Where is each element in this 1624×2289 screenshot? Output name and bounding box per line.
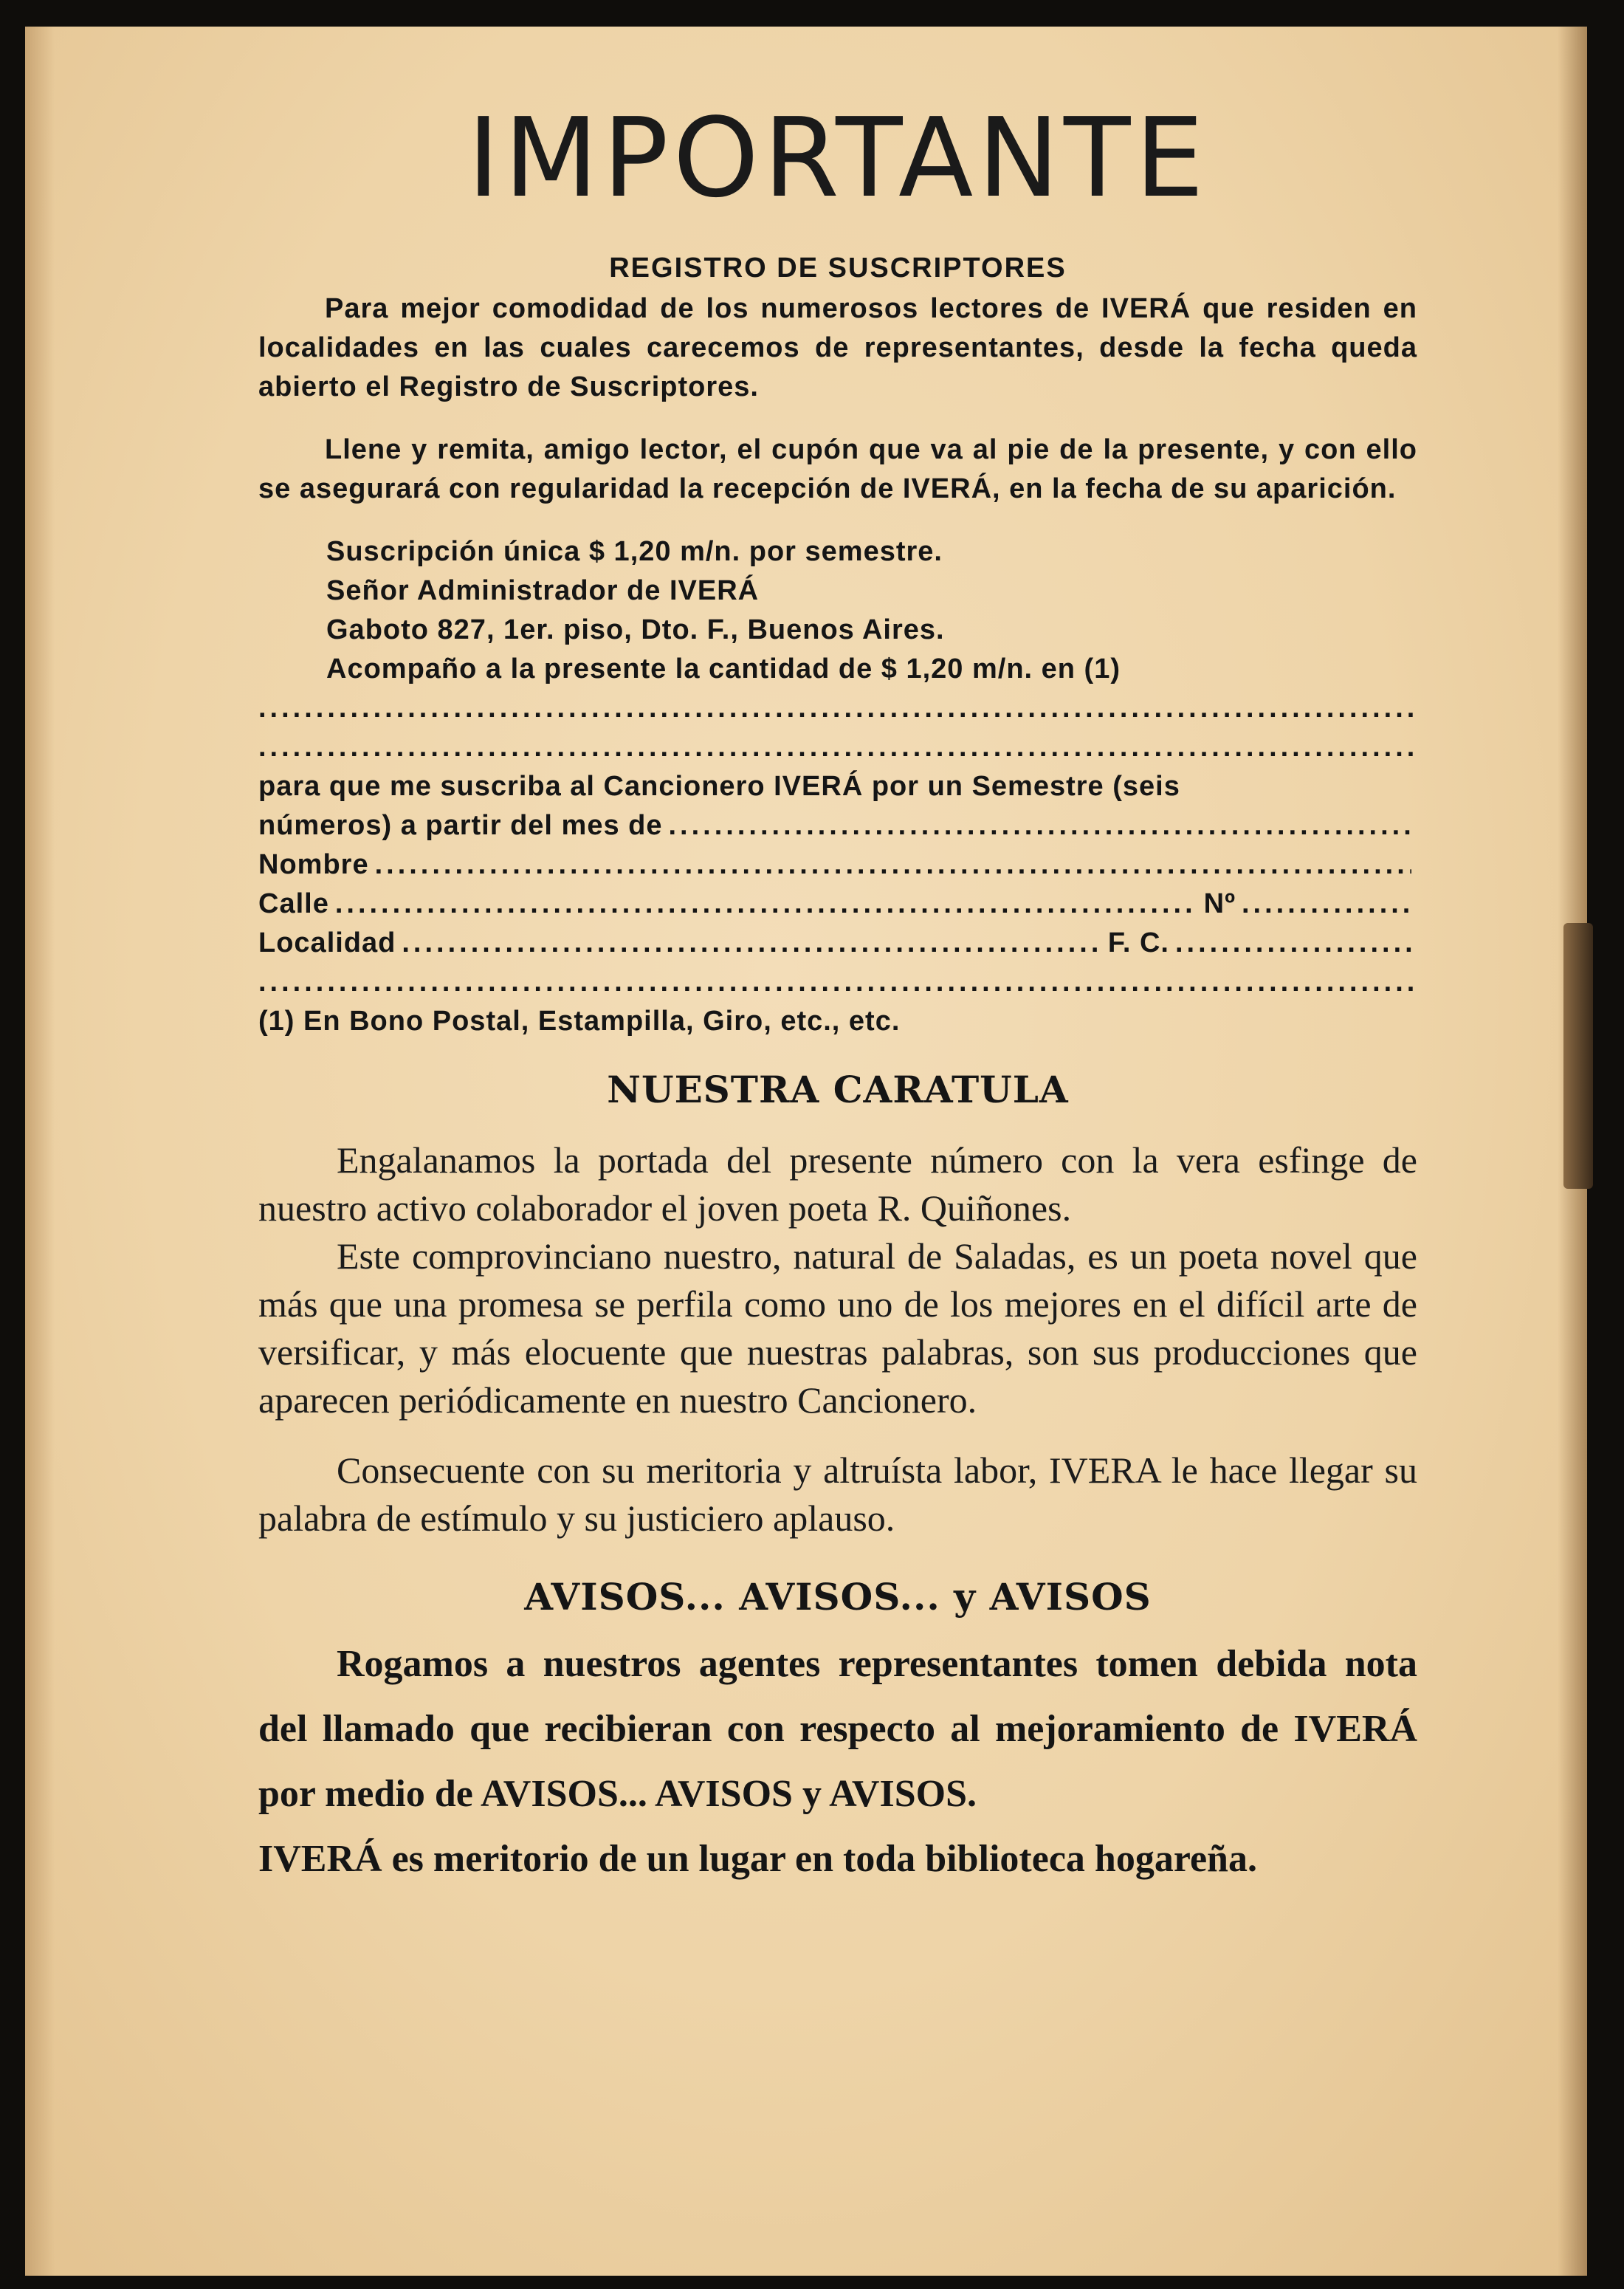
binding-tear	[1563, 923, 1593, 1189]
nombre-field[interactable]	[375, 845, 1411, 885]
coupon-blank-line-3[interactable]	[258, 963, 1417, 1002]
fc-field[interactable]	[1175, 924, 1411, 963]
localidad-line: Localidad ..... F. C. .....	[258, 924, 1417, 963]
page-content	[258, 95, 1417, 1892]
coupon-details	[326, 532, 1417, 689]
localidad-field[interactable]	[402, 924, 1102, 963]
nombre-line: Nombre .....	[258, 845, 1417, 885]
page-title: IMPORTANTE	[467, 95, 1208, 222]
caratula-heading: NUESTRA CARATULA	[607, 1068, 1069, 1111]
caratula-paragraph-2: Este comprovinciano nuestro, natural de Saladas, es un poeta novel que más que una promesa se perfila como uno de los mejores en el difícil arte de versificar, y más elocuente que nuestras palabras, son sus producciones que aparecen periódicamente en nuestro Cancionero.	[258, 1235, 1417, 1421]
avisos-section	[258, 1575, 1417, 1892]
avisos-heading: AVISOS... AVISOS... y AVISOS	[524, 1575, 1152, 1619]
caratula-paragraph-1: Engalanamos la portada del presente número con la vera esfinge de nuestro activo colaborador el joven poeta R. Quiñones.	[258, 1139, 1417, 1229]
avisos-closing: IVERÁ es meritorio de un lugar en toda biblioteca hogareña.	[258, 1838, 1257, 1880]
page-left-edge	[25, 27, 55, 2276]
registro-section	[258, 250, 1417, 1041]
enclosed-line: Acompaño a la presente la cantidad de $ 1,20 m/n. en (1)	[326, 653, 1121, 684]
registro-paragraph-1: Para mejor comodidad de los numerosos lectores de IVERÁ que residen en localidades en las cuales carecemos de representantes, desde la fecha queda abierto el Registro de Suscriptores.	[258, 293, 1417, 402]
address-line: Gaboto 827, 1er. piso, Dto. F., Buenos Aires.	[326, 614, 945, 645]
avisos-paragraph: Rogamos a nuestros agentes representantes tomen debida nota del llamado que recibieran con respecto al mejoramiento de IVERÁ por medio de AVISOS... AVISOS y AVISOS.	[258, 1643, 1417, 1815]
price-line: Suscripción única $ 1,20 m/n. por semestre.	[326, 536, 943, 567]
coupon-footnote: (1) En Bono Postal, Estampilla, Giro, etc., etc.	[258, 1006, 901, 1037]
purpose-line-1: para que me suscriba al Cancionero IVERÁ por un Semestre (seis	[258, 771, 1180, 802]
month-field[interactable]	[669, 806, 1412, 845]
caratula-section	[258, 1068, 1417, 1542]
purpose-line-2: números) a partir del mes de .....	[258, 806, 1417, 845]
calle-field[interactable]	[335, 885, 1198, 924]
addressee-line: Señor Administrador de IVERÁ	[326, 575, 760, 606]
coupon-blank-line-1[interactable]	[258, 689, 1417, 728]
caratula-paragraph-3: Consecuente con su meritoria y altruísta labor, IVERA le hace llegar su palabra de estímulo y su justiciero aplauso.	[258, 1449, 1417, 1539]
registro-heading: REGISTRO DE SUSCRIPTORES	[609, 253, 1067, 284]
coupon-blank-line-2[interactable]	[258, 728, 1417, 767]
registro-paragraph-2: Llene y remita, amigo lector, el cupón que va al pie de la presente, y con ello se asegurará con regularidad la recepción de IVERÁ, en la fecha de su aparición.	[258, 434, 1417, 504]
numero-field[interactable]	[1242, 885, 1411, 924]
calle-line: Calle ..... Nº .....	[258, 885, 1417, 924]
